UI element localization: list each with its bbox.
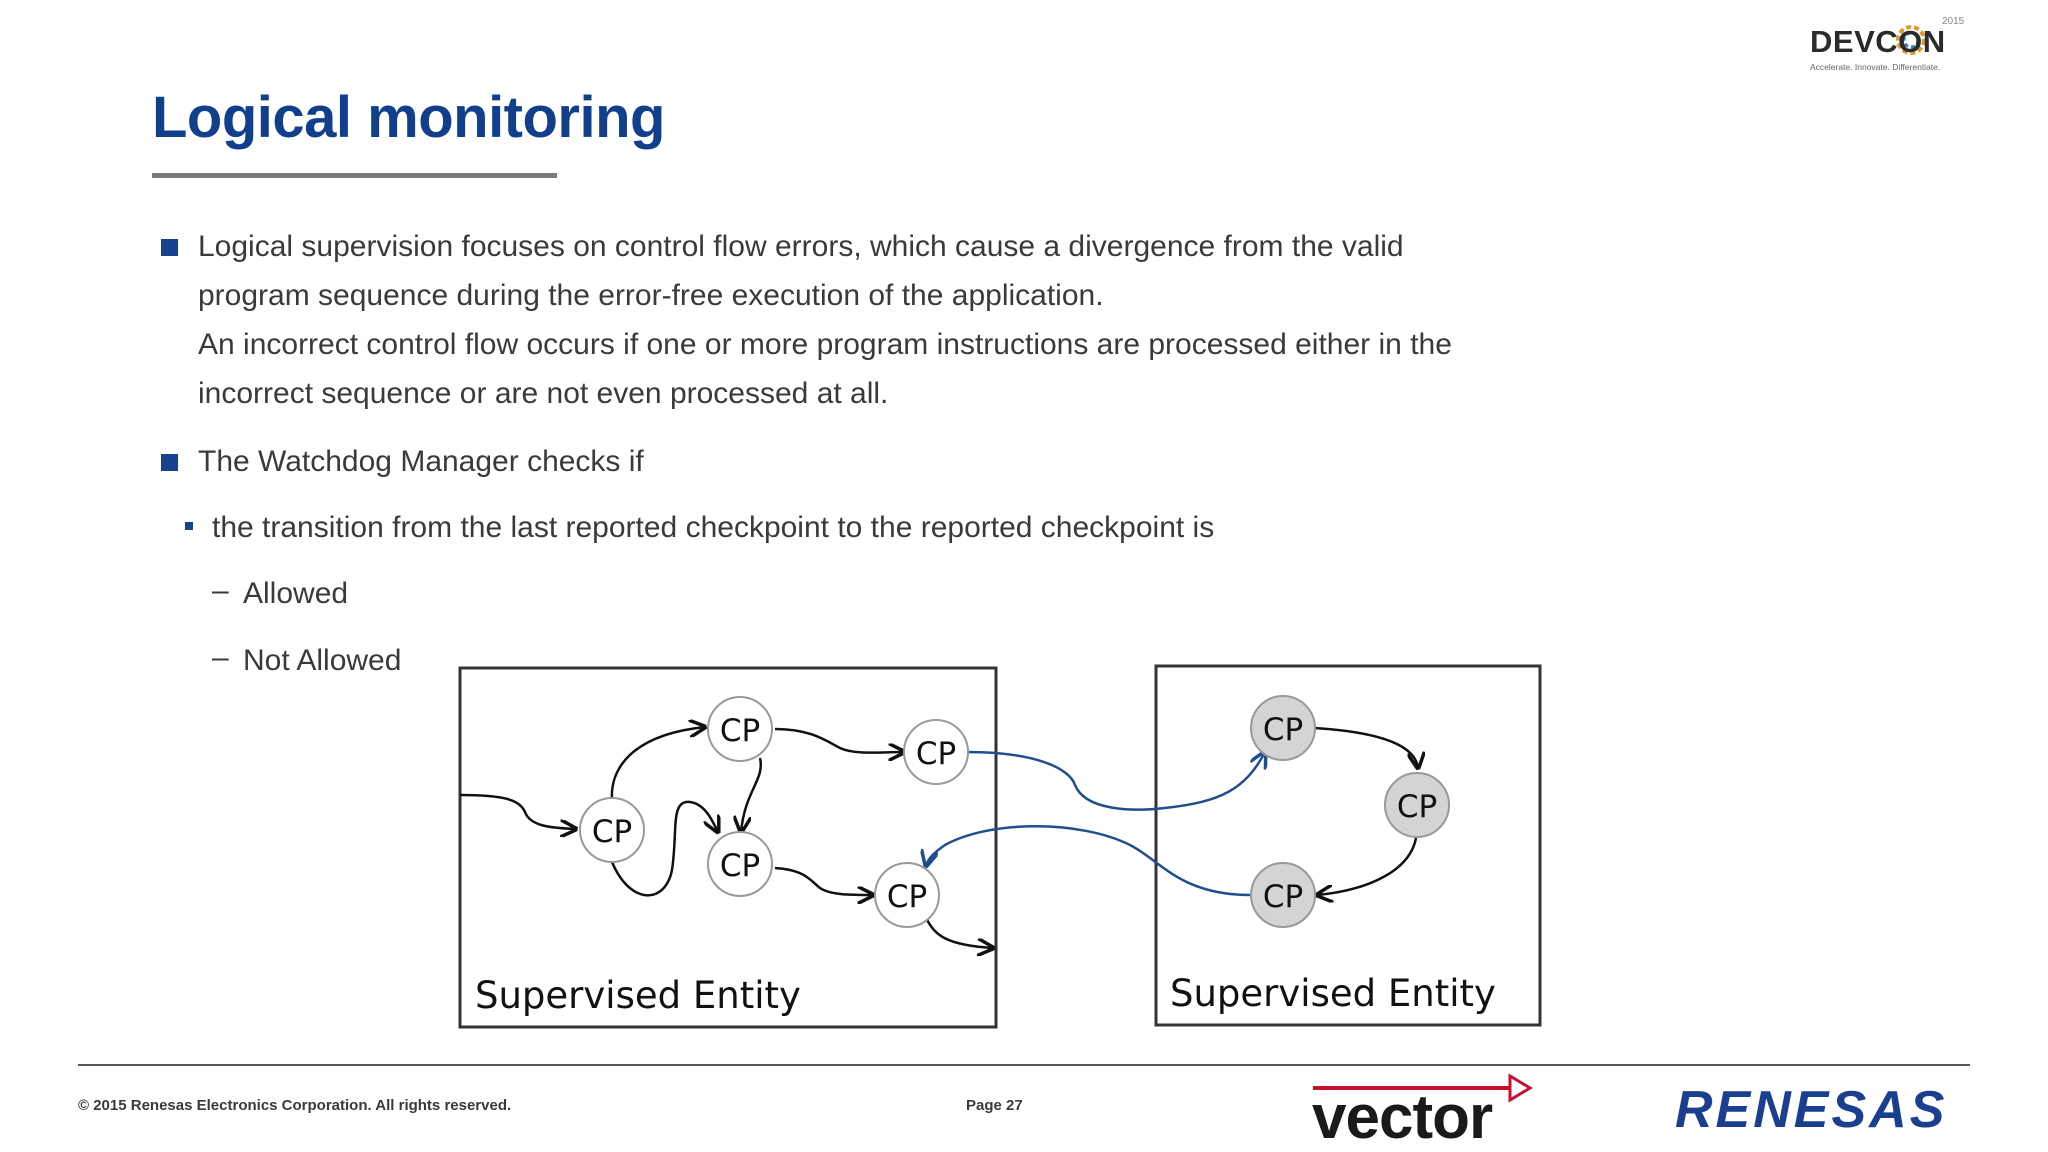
bullet-1-line-1: Logical supervision focuses on control flow errors, which cause a divergence from the valid xyxy=(198,230,1404,263)
devcon-logo-year: 2015 xyxy=(1942,16,1965,27)
supervised-entity-label-left: Supervised Entity xyxy=(475,974,801,1017)
dash-item-not-allowed: Not Allowed xyxy=(243,644,402,677)
checkpoint-node xyxy=(875,863,939,927)
page-number: Page 27 xyxy=(966,1097,1023,1114)
checkpoint-node xyxy=(708,697,772,761)
checkpoint-label: CP xyxy=(1262,712,1304,748)
checkpoint-label: CP xyxy=(1396,789,1438,825)
sub-bullet-text: the transition from the last reported checkpoint to the reported checkpoint is xyxy=(212,511,1215,544)
vector-logo xyxy=(1310,1070,1535,1152)
devcon-logo-tagline: Accelerate. Innovate. Differentiate. xyxy=(1810,62,1941,72)
checkpoint-node-gray xyxy=(1251,696,1315,760)
devcon-logo-text: DEVCON xyxy=(1810,24,1946,59)
checkpoint-label: CP xyxy=(719,848,761,884)
checkpoint-node xyxy=(708,832,772,896)
dash-item-allowed: Allowed xyxy=(243,577,349,610)
bullet-1-line-2: program sequence during the error-free execution of the application. xyxy=(198,279,1104,312)
dash-icon: – xyxy=(212,574,229,607)
checkpoint-label: CP xyxy=(915,736,957,772)
checkpoint-label: CP xyxy=(719,713,761,749)
bullet-1-line-3: An incorrect control flow occurs if one or more program instructions are processed either in the xyxy=(198,328,1452,361)
vector-logo-text: vector xyxy=(1312,1083,1493,1152)
footer-divider xyxy=(78,1064,1970,1066)
checkpoint-node-gray xyxy=(1385,773,1449,837)
checkpoint-label: CP xyxy=(1262,879,1304,915)
page-title: Logical monitoring xyxy=(152,85,665,150)
dash-icon: – xyxy=(212,641,229,674)
renesas-logo: RENESAS xyxy=(1675,1081,1948,1139)
copyright-text: © 2015 Renesas Electronics Corporation. All rights reserved. xyxy=(78,1097,512,1114)
bullet-2-text: The Watchdog Manager checks if xyxy=(198,445,644,478)
bullet-1-line-4: incorrect sequence or are not even processed at all. xyxy=(198,377,889,410)
checkpoint-label: CP xyxy=(591,814,633,850)
supervised-entity-label-right: Supervised Entity xyxy=(1170,972,1496,1015)
checkpoint-node xyxy=(904,720,968,784)
checkpoint-node-gray xyxy=(1251,863,1315,927)
checkpoint-label: CP xyxy=(886,879,928,915)
checkpoint-node xyxy=(580,798,644,862)
